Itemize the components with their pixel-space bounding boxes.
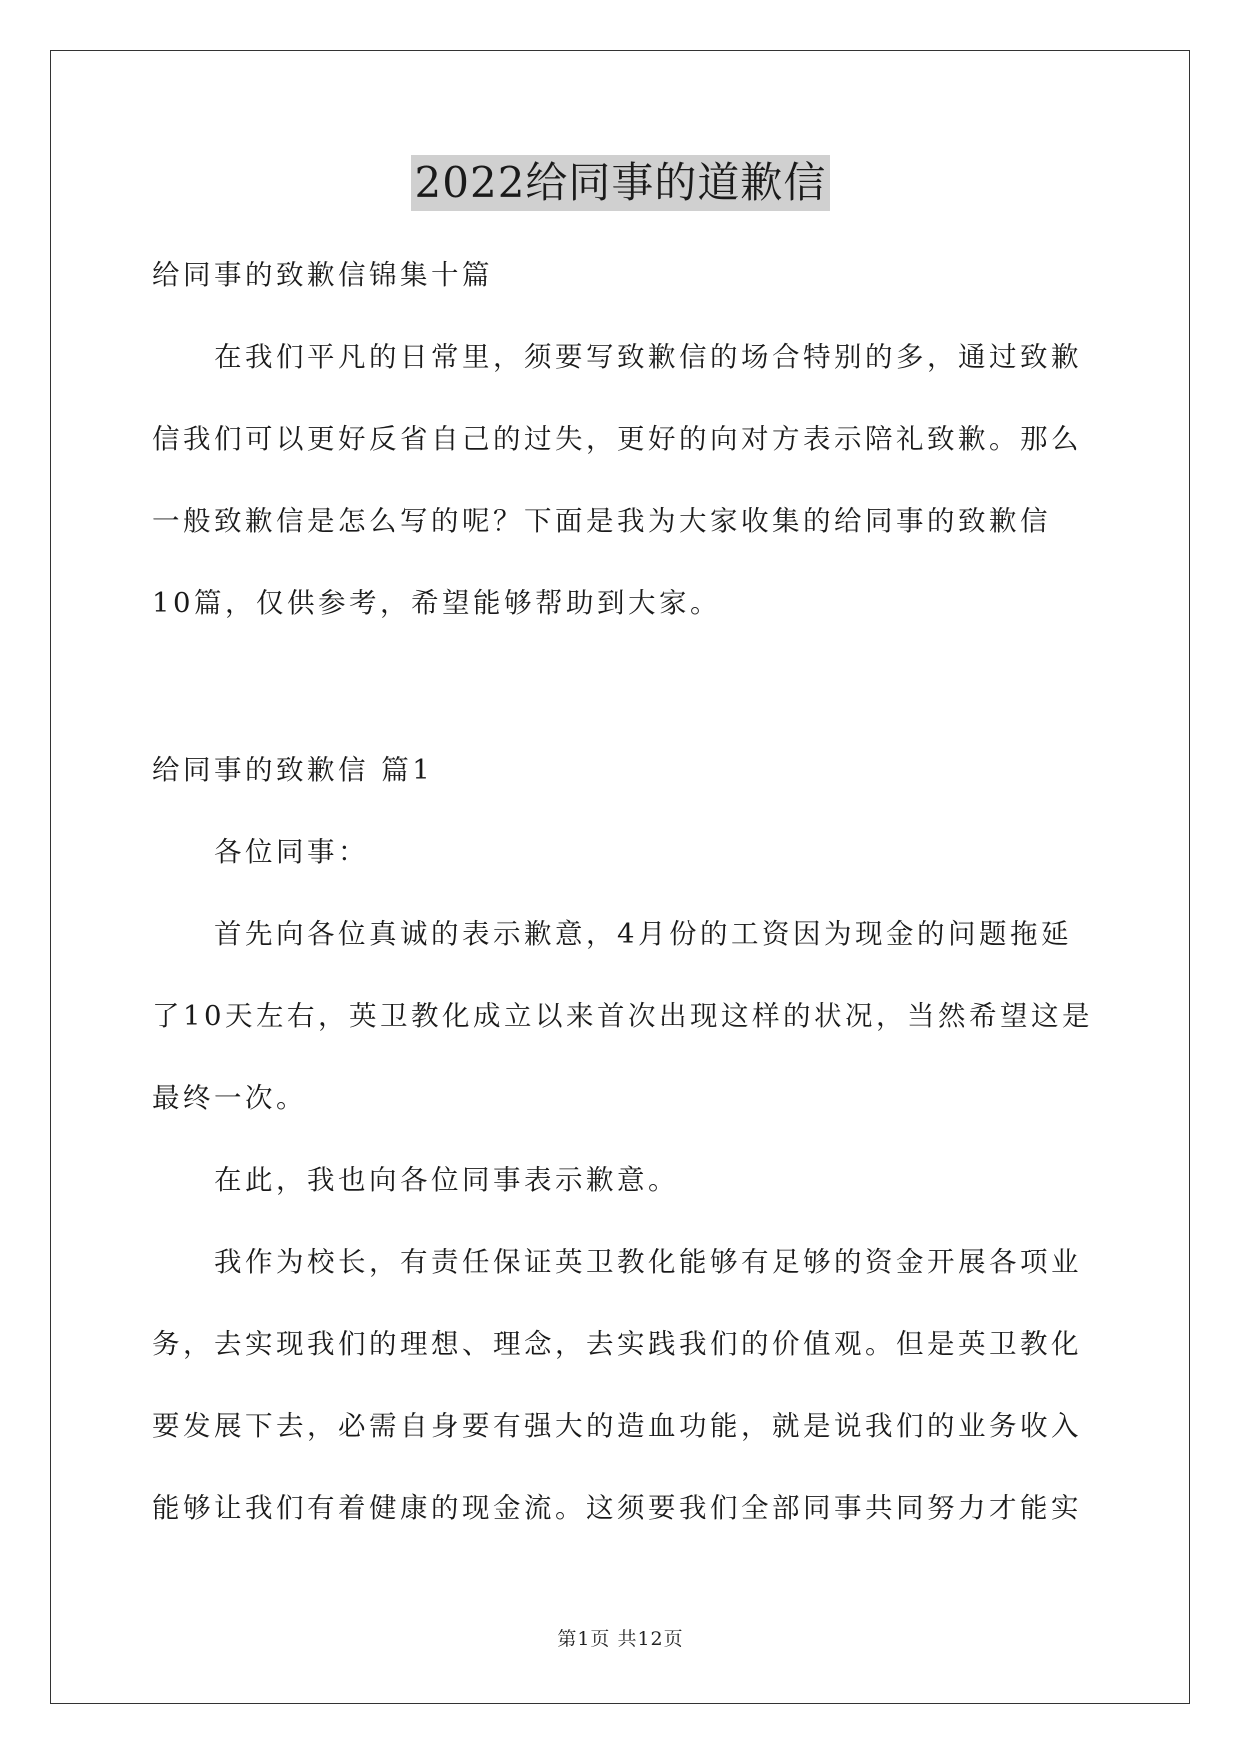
paragraph-line: 要发展下去，必需自身要有强大的造血功能，就是说我们的业务收入 bbox=[152, 1410, 1082, 1442]
document-body bbox=[152, 234, 1092, 1549]
paragraph-line: 最终一次。 bbox=[152, 1082, 307, 1114]
paragraph-line: 首先向各位真诚的表示歉意，4月份的工资因为现金的问题拖延 bbox=[214, 918, 1072, 950]
page-number-footer: 第1页 共12页 bbox=[557, 1628, 684, 1650]
section-gap bbox=[152, 644, 1092, 729]
section-heading: 给同事的致歉信 篇1 bbox=[152, 754, 434, 786]
paragraph-line: 我作为校长，有责任保证英卫教化能够有足够的资金开展各项业 bbox=[214, 1246, 1082, 1278]
paragraph-line: 能够让我们有着健康的现金流。这须要我们全部同事共同努力才能实 bbox=[152, 1492, 1082, 1524]
intro-line: 10篇，仅供参考，希望能够帮助到大家。 bbox=[152, 587, 721, 619]
title-container bbox=[0, 155, 1241, 211]
paragraph-line: 了10天左右，英卫教化成立以来首次出现这样的状况，当然希望这是 bbox=[152, 1000, 1093, 1032]
intro-line: 在我们平凡的日常里，须要写致歉信的场合特别的多，通过致歉 bbox=[214, 341, 1082, 373]
paragraph-line: 在此，我也向各位同事表示歉意。 bbox=[214, 1164, 679, 1196]
paragraph-line: 务，去实现我们的理想、理念，去实践我们的价值观。但是英卫教化 bbox=[152, 1328, 1082, 1360]
salutation: 各位同事： bbox=[214, 836, 369, 868]
document-title: 2022给同事的道歉信 bbox=[411, 155, 831, 211]
intro-line: 一般致歉信是怎么写的呢？下面是我为大家收集的给同事的致歉信 bbox=[152, 505, 1051, 537]
document-subtitle: 给同事的致歉信锦集十篇 bbox=[152, 259, 493, 291]
intro-line: 信我们可以更好反省自己的过失，更好的向对方表示陪礼致歉。那么 bbox=[152, 423, 1082, 455]
